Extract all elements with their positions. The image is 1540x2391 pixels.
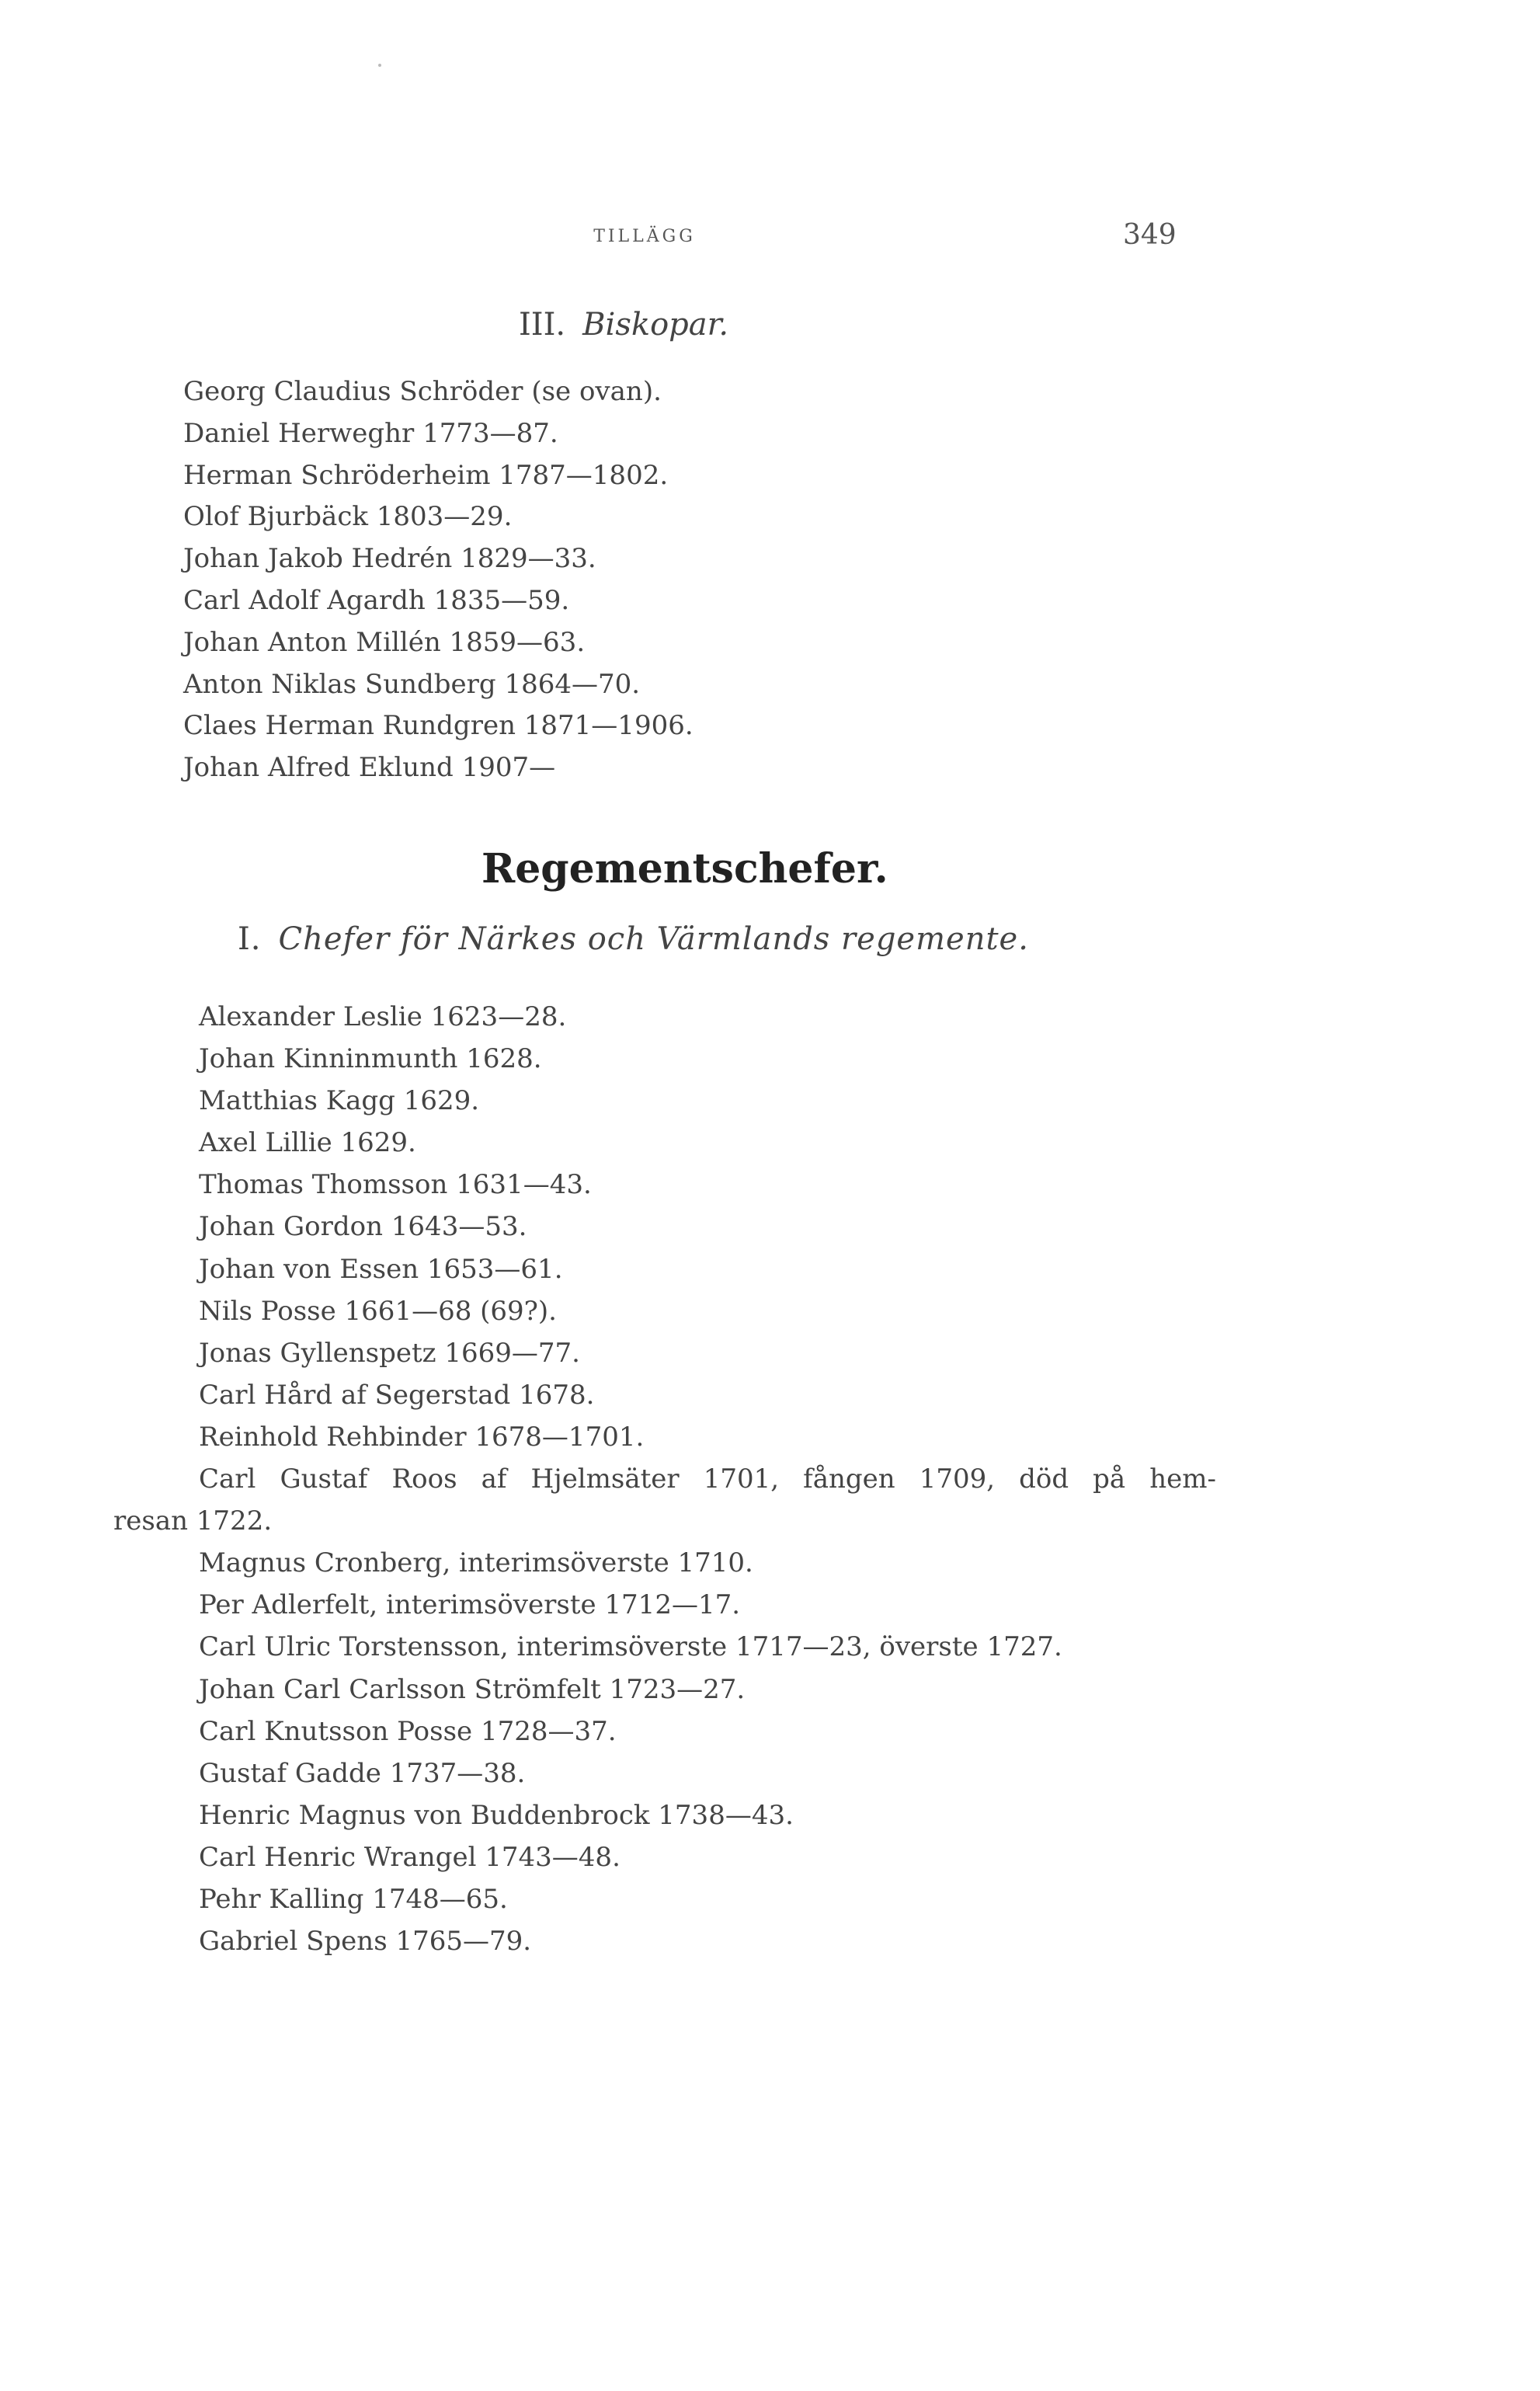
- list-item: Daniel Herweghr 1773—87.: [183, 417, 558, 449]
- list-item: Carl Henric Wrangel 1743—48.: [199, 1841, 621, 1873]
- list-item: Axel Lillie 1629.: [199, 1127, 416, 1159]
- list-item: Pehr Kalling 1748—65.: [199, 1883, 508, 1915]
- paper-speck: [378, 64, 381, 67]
- list-item: Herman Schröderheim 1787—1802.: [183, 459, 669, 491]
- list-item: Anton Niklas Sundberg 1864—70.: [183, 668, 641, 700]
- list-item: Johan Jakob Hedrén 1829—33.: [183, 543, 596, 575]
- list-item: Nils Posse 1661—68 (69?).: [199, 1295, 557, 1327]
- list-item: Gustaf Gadde 1737—38.: [199, 1757, 526, 1789]
- list-item: Carl Gustaf Roos af Hjelmsäter 1701, fången 1709, död på hem-: [199, 1463, 1216, 1495]
- list-item: Reinhold Rehbinder 1678—1701.: [199, 1421, 645, 1453]
- list-item: Johan Anton Millén 1859—63.: [183, 626, 586, 658]
- chefer-heading-title: Chefer för Närkes och Värmlands regemente.: [278, 921, 1029, 957]
- list-item: Johan Kinninmunth 1628.: [199, 1043, 542, 1075]
- biskopar-heading: [519, 307, 728, 343]
- list-item: Carl Ulric Torstensson, interimsöverste 1717—23, överste 1727.: [199, 1631, 1062, 1663]
- list-item: Thomas Thomsson 1631—43.: [199, 1169, 592, 1201]
- regementschefer-title: Regementschefer.: [481, 845, 888, 893]
- list-item: Carl Adolf Agardh 1835—59.: [183, 584, 570, 616]
- list-item-continuation: resan 1722.: [113, 1505, 273, 1537]
- list-item: Jonas Gyllenspetz 1669—77.: [199, 1337, 580, 1369]
- list-item: Johan Carl Carlsson Strömfelt 1723—27.: [199, 1673, 746, 1705]
- biskopar-list: [183, 371, 694, 789]
- list-item: Alexander Leslie 1623—28.: [199, 1001, 567, 1032]
- list-item: Carl Hård af Segerstad 1678.: [199, 1379, 595, 1411]
- list-item: Johan Gordon 1643—53.: [199, 1211, 527, 1243]
- biskopar-heading-number: III.: [519, 307, 566, 343]
- list-item: Claes Herman Rundgren 1871—1906.: [183, 710, 694, 742]
- list-item: Carl Knutsson Posse 1728—37.: [199, 1715, 617, 1747]
- list-item: Olof Bjurbäck 1803—29.: [183, 501, 513, 533]
- regementschefer-list: [113, 996, 1216, 1962]
- biskopar-heading-title: Biskopar.: [582, 307, 729, 343]
- chefer-heading-number: I.: [238, 921, 262, 957]
- chefer-heading: [238, 921, 1029, 957]
- list-item: Magnus Cronberg, interimsöverste 1710.: [199, 1547, 753, 1579]
- list-item: Johan Alfred Eklund 1907—: [183, 752, 556, 784]
- list-item: Matthias Kagg 1629.: [199, 1085, 480, 1117]
- list-item: Per Adlerfelt, interimsöverste 1712—17.: [199, 1589, 741, 1621]
- list-item: Henric Magnus von Buddenbrock 1738—43.: [199, 1799, 794, 1831]
- list-item: Johan von Essen 1653—61.: [199, 1253, 563, 1285]
- running-head: TILLÄGG: [593, 227, 696, 246]
- list-item: Georg Claudius Schröder (se ovan).: [183, 376, 662, 407]
- list-item: Gabriel Spens 1765—79.: [199, 1926, 532, 1958]
- page-number: 349: [1123, 219, 1177, 251]
